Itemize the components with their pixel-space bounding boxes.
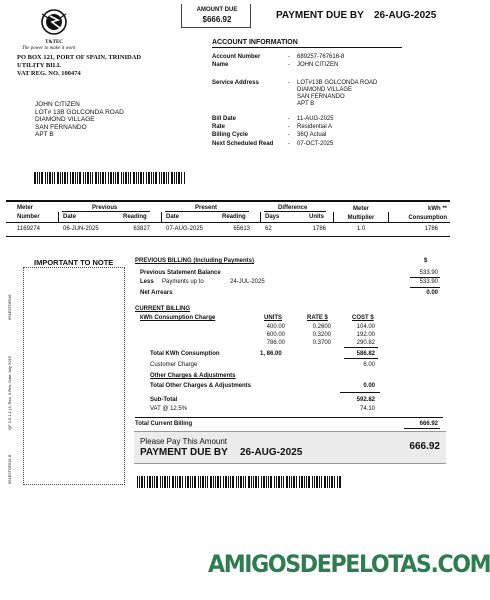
barcode-bar (153, 172, 154, 184)
service-address (297, 80, 377, 108)
service-address-line: DIAMOND VILLAGE (297, 87, 353, 93)
barcode-bar (240, 476, 242, 488)
tier-rate: 0.3200 (312, 332, 331, 338)
multiplier-header (338, 205, 384, 223)
meter-header: Meter (17, 205, 34, 211)
barcode-bar (286, 476, 288, 488)
important-note-box (23, 267, 125, 485)
difference-header: Difference (278, 205, 308, 211)
barcode-bar (296, 476, 297, 488)
service-address-line: SAN FERNANDO (297, 94, 345, 100)
pay-amount-label: Please Pay This Amount (140, 437, 228, 446)
barcode-bar (52, 172, 53, 184)
total-kwh-label: Total KWh Consumption (150, 351, 220, 357)
note-side-codes (8, 270, 20, 484)
barcode-bar (339, 476, 341, 488)
units-header: Units (309, 214, 324, 220)
bill-date-value: 11-AUG-2025 (297, 116, 334, 122)
barcode-bar (202, 476, 204, 488)
tier-cost: 104.00 (356, 324, 375, 330)
barcode-bar (123, 172, 124, 184)
tier-rate: 0.2600 (312, 324, 331, 330)
service-address-label: Service Address (212, 80, 259, 86)
days-cell: 62 (265, 226, 272, 232)
company-logo (36, 8, 72, 40)
barcode-bar (34, 172, 36, 184)
payments-rule (410, 287, 440, 288)
barcode-bar (255, 476, 257, 488)
payment-due-label: PAYMENT DUE BY (276, 10, 364, 21)
prev-reading-header: Reading (123, 214, 147, 220)
barcode-bar (291, 476, 292, 488)
less-label: Less (140, 279, 154, 285)
barcode-bar (166, 172, 167, 184)
logo-text: T&TEC (45, 40, 63, 45)
kwh-cell: 1786 (424, 226, 438, 232)
company-address: PO BOX 121, PORT OF SPAIN, TRINIDAD (17, 54, 142, 61)
barcode-bar (274, 476, 275, 488)
barcode-bar (77, 172, 78, 184)
bill-date-dash: - (288, 116, 290, 122)
tier-units: 786.00 (266, 340, 285, 346)
prev-date-header: Date (63, 214, 77, 220)
barcode-bar (67, 172, 68, 184)
important-note-title: IMPORTANT TO NOTE (34, 258, 114, 267)
pres-date-header: Date (166, 214, 180, 220)
next-read-value: 07-OCT-2025 (297, 141, 334, 147)
tier-rate: 0.3700 (312, 340, 331, 346)
mailing-line: APT B (35, 131, 54, 138)
logo-emblem-icon (36, 8, 72, 40)
barcode-bar (278, 476, 280, 488)
billing-cycle-dash: - (288, 132, 290, 138)
customer-charge-label: Customer Charge (150, 362, 198, 368)
barcode-bar (334, 476, 335, 488)
barcode-bar (108, 172, 109, 184)
barcode-bar (154, 476, 155, 488)
barcode-bar (41, 172, 43, 184)
rate-value: Residential A (297, 124, 333, 130)
total-current-label: Total Current Billing (135, 421, 193, 427)
barcode-bar (168, 172, 169, 184)
amount-due-box (181, 4, 251, 28)
mailing-line: SAN FERNANDO (35, 123, 87, 131)
barcode-bar (47, 172, 48, 184)
barcode-bar (117, 172, 119, 184)
barcode-bar (289, 476, 290, 488)
account-number-dash: - (288, 54, 290, 60)
barcode-bar (184, 172, 185, 184)
previous-header: Previous (92, 205, 118, 211)
barcode-bar (139, 476, 140, 488)
barcode-bar (62, 172, 63, 184)
barcode-bar (98, 172, 99, 184)
other-total-value: 0.00 (363, 383, 375, 389)
pres-reading-cell: 65613 (233, 226, 250, 232)
barcode-bar (179, 476, 181, 488)
tier-units: 400.00 (266, 324, 285, 330)
barcode-bar (155, 172, 157, 184)
barcode-bar (163, 172, 165, 184)
mailing-address (35, 101, 124, 139)
barcode-bar (198, 476, 199, 488)
pay-amount-box (134, 431, 446, 464)
barcode-bar (177, 476, 178, 488)
barcode-bar (130, 172, 131, 184)
barcode-bar (83, 172, 84, 184)
tier-cost-rule (344, 347, 378, 348)
barcode-bar (45, 172, 46, 184)
mailing-line: JOHN CITIZEN (35, 101, 80, 108)
kwh-header-line: kWh ** (427, 206, 447, 212)
other-charges-title: Other Charges & Adjustments (150, 373, 236, 379)
barcode-bar (49, 172, 51, 184)
barcode-bar (113, 172, 114, 184)
barcode-bar (148, 172, 150, 184)
barcode-bar (79, 172, 81, 184)
meter-col-divider (161, 212, 162, 222)
meter-col-divider (333, 212, 334, 222)
barcode-bar (215, 476, 216, 488)
barcode-bar (141, 476, 143, 488)
subtotal-label: Sub-Total (150, 397, 178, 403)
barcode-bar (253, 476, 254, 488)
barcode-bar (331, 476, 333, 488)
account-title-rule (212, 47, 402, 48)
barcode-bar (171, 172, 173, 184)
barcode-bar (304, 476, 305, 488)
barcode-bar (299, 476, 300, 488)
barcode-bar (220, 476, 221, 488)
barcode-bar (110, 172, 112, 184)
pres-reading-header: Reading (222, 214, 246, 220)
other-total-label: Total Other Charges & Adjustments (150, 383, 252, 389)
rate-label: Rate (212, 124, 226, 130)
total-kwh-units: 1, 86.00 (260, 351, 282, 357)
barcode-bar (248, 476, 250, 488)
barcode-bar (236, 476, 237, 488)
barcode-bar (64, 172, 66, 184)
barcode-bar (281, 476, 282, 488)
barcode-bar (232, 476, 234, 488)
barcode-bar (140, 172, 142, 184)
net-arrears-value: 0.00 (426, 290, 438, 296)
service-address-line: LOT#13B GOLCONDA ROAD (297, 80, 378, 86)
barcode-bar (276, 476, 277, 488)
barcode-bar (39, 172, 40, 184)
next-read-label: Next Scheduled Read (212, 141, 274, 147)
barcode-bar (190, 476, 191, 488)
pay-due-label: PAYMENT DUE BY (140, 447, 228, 458)
tier-cost: 290.82 (356, 340, 375, 346)
barcode-bar (205, 476, 206, 488)
barcode-bar (306, 476, 307, 488)
units-col-header: UNITS (264, 315, 282, 321)
barcode-bar (115, 172, 116, 184)
tier-units: 600.00 (266, 332, 285, 338)
barcode-bar (37, 172, 38, 184)
barcode-bar (192, 476, 193, 488)
barcode-bar (138, 172, 139, 184)
prev-balance-rule (410, 277, 440, 278)
barcode-bar (327, 476, 328, 488)
meter-col-divider (388, 212, 389, 222)
meter-col-divider (58, 212, 59, 222)
barcode-bar (217, 476, 219, 488)
mail-barcode (34, 172, 188, 184)
document-title: UTILITY BILL (17, 62, 62, 69)
multiplier-header-line: Multiplier (347, 215, 375, 221)
barcode-bar (213, 476, 214, 488)
barcode-bar (161, 172, 162, 184)
rate-col-header: RATE $ (307, 315, 328, 321)
units-cell: 1786 (312, 226, 326, 232)
barcode-bar (162, 476, 163, 488)
rate-dash: - (288, 124, 290, 130)
previous-header-rule (62, 211, 150, 212)
barcode-bar (268, 476, 269, 488)
meter-col-divider (260, 212, 261, 222)
barcode-bar (337, 476, 338, 488)
barcode-bar (182, 476, 183, 488)
barcode-bar (308, 476, 310, 488)
side-code: QF 3.5.1.1 (4, Rev. 0 Rev. Date July 2015 (7, 356, 12, 430)
barcode-bar (319, 476, 320, 488)
mailing-line: LOT# 13B GOLCONDA ROAD (35, 108, 124, 116)
barcode-bar (70, 172, 71, 184)
subtotal-value: 592.82 (356, 397, 375, 403)
barcode-bar (159, 172, 160, 184)
account-section-title: ACCOUNT INFORMATION (212, 39, 298, 46)
barcode-bar (160, 476, 161, 488)
barcode-bar (245, 476, 246, 488)
barcode-bar (151, 172, 152, 184)
days-header: Days (265, 214, 280, 220)
side-code: 691E5TOR/16-8 (7, 454, 12, 484)
total-current-value: 666.92 (419, 421, 438, 427)
total-kwh-rule (344, 358, 378, 359)
barcode-bar (251, 476, 252, 488)
barcode-bar (301, 476, 303, 488)
barcode-bar (185, 476, 186, 488)
barcode-bar (258, 476, 259, 488)
barcode-bar (144, 476, 145, 488)
account-number-label: Account Number (212, 54, 261, 60)
payments-label: Payments up to (162, 279, 204, 285)
bill-date-label: Bill Date (212, 116, 237, 122)
prev-balance-label: Previous Statement Balance (140, 270, 221, 276)
barcode-bar (263, 476, 265, 488)
barcode-bar (283, 476, 284, 488)
side-code: 691E5TOR/16 (7, 294, 12, 320)
kwh-header-line: Consumption (408, 215, 447, 221)
barcode-bar (137, 476, 138, 488)
barcode-bar (230, 476, 231, 488)
multiplier-cell: 1.0 (356, 226, 366, 232)
barcode-bar (92, 172, 93, 184)
barcode-bar (121, 172, 122, 184)
amount-due-value: $666.92 (202, 15, 232, 24)
barcode-bar (200, 476, 201, 488)
company-tagline: The power to make it work (22, 46, 76, 51)
kwh-header (390, 205, 447, 223)
meter-table-header-rule (6, 222, 450, 223)
tier-cost: 192.00 (356, 332, 375, 338)
service-address-line: APT B (297, 101, 315, 107)
barcode-bar (102, 172, 104, 184)
barcode-bar (146, 172, 147, 184)
meter-table-bottom-rule (6, 236, 450, 237)
barcode-bar (90, 172, 91, 184)
barcode-bar (54, 172, 55, 184)
payments-date: 24-JUL-2025 (230, 279, 265, 285)
barcode-bar (164, 476, 166, 488)
difference-header-rule (264, 211, 326, 212)
name-value: JOHN CITIZEN (297, 62, 339, 68)
name-dash: - (288, 62, 290, 68)
billing-cycle-label: Billing Cycle (212, 132, 249, 138)
barcode-bar (105, 172, 106, 184)
barcode-bar (149, 476, 151, 488)
account-number-value: 689257-767616-8 (297, 54, 345, 60)
barcode-bar (238, 476, 239, 488)
barcode-bar (261, 476, 262, 488)
kwh-charge-label: kWh Consumption Charge (140, 315, 216, 321)
barcode-bar (125, 172, 127, 184)
barcode-bar (152, 476, 153, 488)
barcode-bar (57, 172, 59, 184)
current-billing-title: CURRENT BILLING (135, 306, 190, 312)
cost-col-header: COST $ (352, 315, 374, 321)
barcode-bar (128, 172, 129, 184)
barcode-bar (175, 476, 176, 488)
barcode-bar (85, 172, 86, 184)
barcode-bar (210, 476, 212, 488)
barcode-bar (329, 476, 330, 488)
barcode-bar (172, 476, 174, 488)
pay-amount-value: 666.92 (409, 441, 440, 452)
vat-value: 74.10 (359, 406, 375, 412)
barcode-bar (169, 476, 170, 488)
barcode-bar (314, 476, 315, 488)
barcode-bar (143, 172, 144, 184)
barcode-bar (60, 172, 61, 184)
vat-label: VAT @ 12.5% (150, 406, 188, 412)
barcode-bar (225, 476, 227, 488)
next-read-dash: - (288, 141, 290, 147)
barcode-bar (87, 172, 89, 184)
total-current-top-rule (135, 417, 443, 418)
meter-number-header: Number (17, 214, 40, 220)
billing-cycle-value: 36Q Actual (297, 132, 327, 138)
barcode-bar (321, 476, 322, 488)
pres-date-cell: 07-AUG-2025 (166, 226, 204, 232)
barcode-bar (178, 172, 180, 184)
barcode-bar (176, 172, 177, 184)
barcode-bar (147, 476, 148, 488)
site-watermark: AMIGOSDEPELOTAS.COM (208, 550, 490, 578)
currency-symbol: $ (424, 258, 428, 264)
barcode-bar (167, 476, 168, 488)
prev-reading-cell: 63827 (133, 226, 150, 232)
payment-due-date: 26-AUG-2025 (374, 10, 437, 21)
barcode-bar (194, 476, 196, 488)
barcode-bar (316, 476, 318, 488)
barcode-bar (207, 476, 208, 488)
prev-balance-value: 533.90 (419, 270, 438, 276)
total-current-rule (404, 428, 440, 429)
net-arrears-label: Net Arrears (140, 290, 173, 296)
vat-registration: VAT REG. NO. 100474 (17, 70, 81, 77)
barcode-bar (174, 172, 175, 184)
barcode-bar (266, 476, 267, 488)
barcode-bar (72, 172, 74, 184)
service-address-dash: - (288, 80, 290, 86)
barcode-bar (228, 476, 229, 488)
barcode-bar (243, 476, 244, 488)
barcode-bar (187, 476, 189, 488)
barcode-bar (324, 476, 326, 488)
meter-table-top-rule (6, 200, 450, 202)
previous-billing-title: PREVIOUS BILLING (Including Payments) (135, 258, 255, 264)
pay-due-date: 26-AUG-2025 (240, 447, 303, 458)
present-header: Present (195, 205, 218, 211)
barcode-bar (270, 476, 272, 488)
barcode-bar (312, 476, 313, 488)
present-header-rule (165, 211, 249, 212)
barcode-bar (100, 172, 101, 184)
total-kwh-cost: 586.82 (356, 351, 375, 357)
meter-number-cell: 1169274 (17, 226, 40, 232)
barcode-bar (181, 172, 182, 184)
payments-value: 533.90 (419, 279, 438, 285)
barcode-bar (133, 172, 135, 184)
prev-date-cell: 06-JUN-2025 (63, 226, 99, 232)
other-total-rule (340, 392, 380, 393)
name-label: Name (212, 62, 229, 68)
barcode-bar (223, 476, 224, 488)
barcode-bar (95, 172, 97, 184)
multiplier-header-line: Meter (352, 206, 369, 212)
barcode-bar (75, 172, 76, 184)
barcode-bar (156, 476, 158, 488)
barcode-bar (136, 172, 137, 184)
customer-charge-value: 6.00 (363, 362, 375, 368)
payment-barcode (137, 476, 343, 488)
mailing-line: DIAMOND VILLAGE (35, 116, 95, 123)
barcode-bar (293, 476, 295, 488)
amount-due-label: AMOUNT DUE (196, 7, 238, 13)
